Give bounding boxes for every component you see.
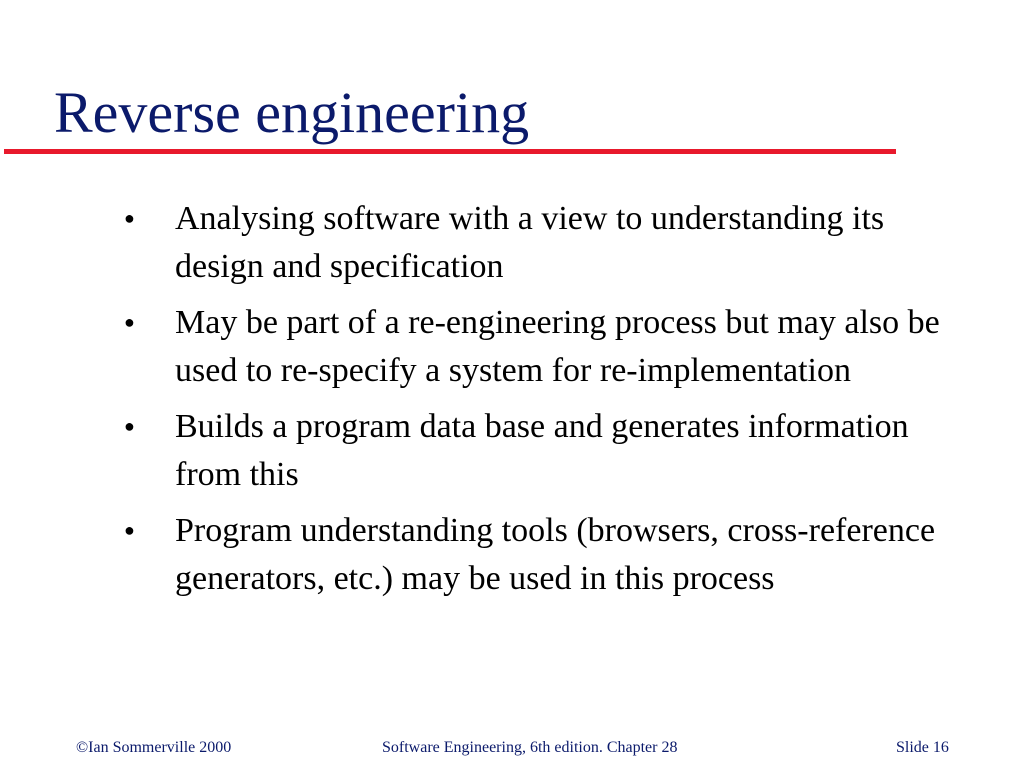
bullet-item <box>120 507 980 603</box>
bullet-text: Program understanding tools (browsers, cross-reference generators, etc.) may be used in this process <box>175 512 936 597</box>
footer-slide-number: Slide 16 <box>896 739 949 756</box>
bullet-icon: ● <box>124 312 135 332</box>
slide-title: Reverse engineering <box>54 80 530 145</box>
bullet-icon: ● <box>124 520 135 540</box>
bullet-icon: ● <box>124 208 135 228</box>
bullet-icon: ● <box>124 416 135 436</box>
bullet-item <box>120 403 980 499</box>
bullet-item <box>120 299 980 395</box>
bullet-list <box>120 195 980 611</box>
bullet-text: Analysing software with a view to understanding its design and specification <box>175 200 885 285</box>
footer-copyright: ©Ian Sommerville 2000 <box>76 739 232 756</box>
bullet-text: Builds a program data base and generates information from this <box>175 408 909 493</box>
title-underline <box>4 149 896 154</box>
bullet-item <box>120 195 980 291</box>
bullet-text: May be part of a re-engineering process but may also be used to re-specify a system for re-implementation <box>175 304 940 389</box>
footer-book-title: Software Engineering, 6th edition. Chapter 28 <box>382 739 678 756</box>
